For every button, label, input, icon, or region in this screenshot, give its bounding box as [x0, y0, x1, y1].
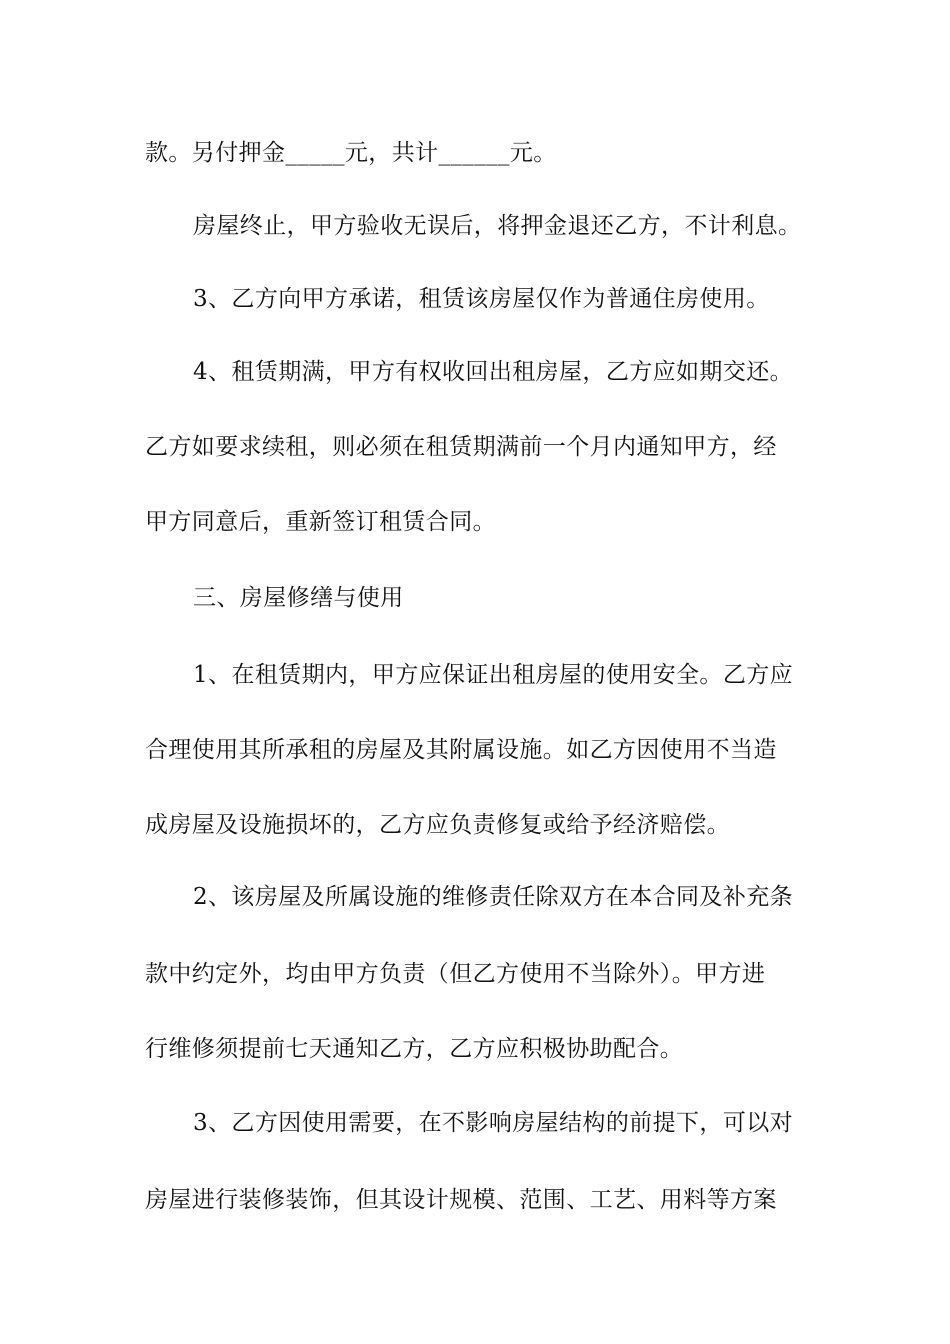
text-line-clause-4: 4、租赁期满，甲方有权收回出租房屋，乙方应如期交还。 [193, 359, 794, 385]
text-line-repair-2: 2、该房屋及所属设施的维修责任除双方在本合同及补充条 [193, 884, 794, 910]
text-line-repair-1: 1、在租赁期内，甲方应保证出租房屋的使用安全。乙方应 [193, 662, 794, 688]
text-line-repair-3-cont: 房屋进行装修装饰，但其设计规模、范围、工艺、用料等方案 [145, 1187, 777, 1213]
text-line-clause-3: 3、乙方向甲方承诺，租赁该房屋仅作为普通住房使用。 [193, 286, 770, 312]
text-line-repair-1-cont: 合理使用其所承租的房屋及其附属设施。如乙方因使用不当造 [145, 737, 777, 763]
text-line-repair-1-end: 成房屋及设施损坏的，乙方应负责修复或给予经济赔偿。 [145, 812, 730, 838]
text-line-deposit-refund: 房屋终止，甲方验收无误后，将押金退还乙方，不计利息。 [193, 213, 802, 239]
section-heading-repairs: 三、房屋修缮与使用 [193, 585, 404, 611]
text-line-new-contract: 甲方同意后，重新签订租赁合同。 [145, 509, 496, 535]
text-line-repair-3: 3、乙方因使用需要，在不影响房屋结构的前提下，可以对 [193, 1110, 794, 1136]
text-line-deposit: 款。另付押金_____元，共计______元。 [145, 140, 557, 166]
text-line-renewal: 乙方如要求续租，则必须在租赁期满前一个月内通知甲方，经 [145, 434, 777, 460]
text-line-repair-2-cont: 款中约定外，均由甲方负责（但乙方使用不当除外）。甲方进 [145, 961, 766, 987]
text-line-repair-2-end: 行维修须提前七天通知乙方，乙方应积极协助配合。 [145, 1036, 684, 1062]
